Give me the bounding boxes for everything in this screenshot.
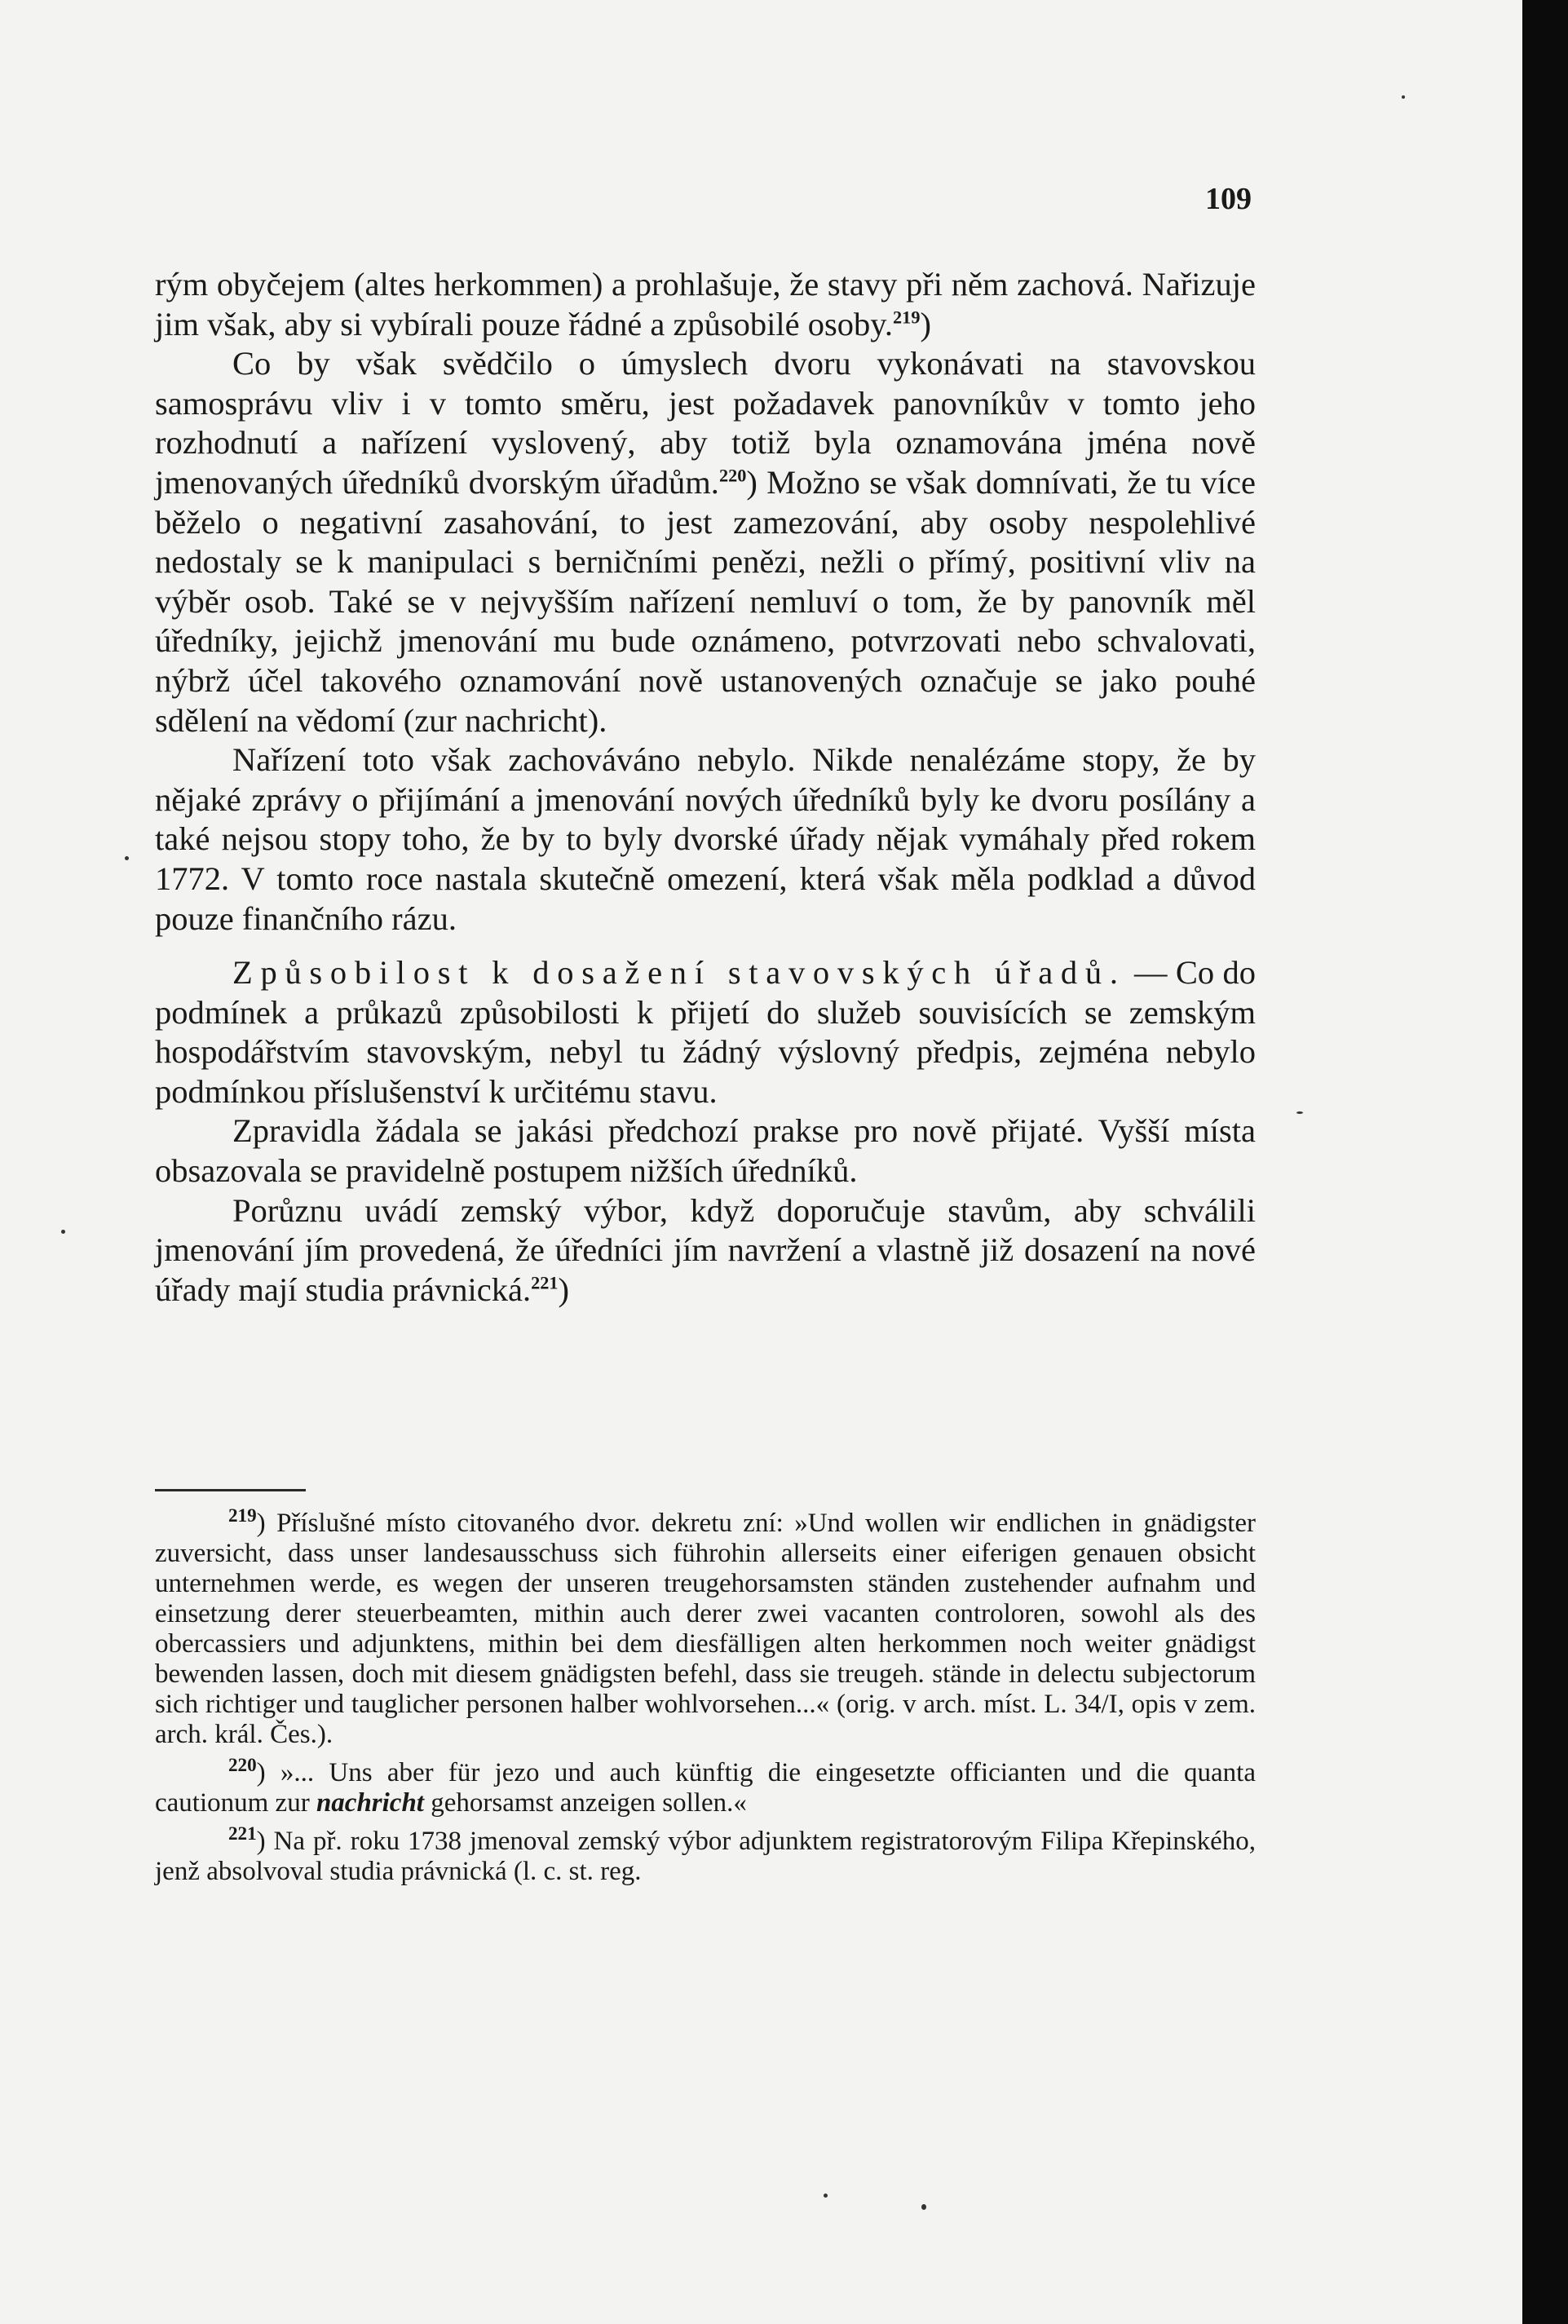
page-number: 109 [1205,182,1252,216]
paragraph-4 [155,953,1256,1111]
paragraph-2-tail: ) Možno se však domnívati, že tu více běželo o negativní zasahování, to jest zamezování, aby osoby nespolehlivé nedostaly se k manipulaci s berničními penězi, nežli o přímý, positivní vliv na výběr osob. Také se v nejvyšším nařízení nemluví o tom, že by panovník měl úředníky, jejichž jmenování mu bude oznámeno, potvrzovati nebo schvalovati, nýbrž účel takového oznamování nově ustanovených označuje se jako pouhé sdělení na vědomí (zur nachricht). [155,463,1256,739]
scan-speck [61,1230,65,1234]
footnote-221 [155,1823,1256,1887]
footnote-220-text-b: gehorsamst anzeigen sollen.« [423,1788,747,1818]
paragraph-2-text: Co by však svědčilo o úmyslech dvoru vykonávati na stavovskou samosprávu vliv i v tomto směru, jest požadavek panovníkův v tomto jeho rozhodnutí a nařízení vyslovený, aby totiž byla oznamována jména nově jmenovaných úředníků dvorským úřadům. [155,345,1256,501]
footnote-divider [155,1489,306,1491]
paragraph-1-tail: ) [920,305,931,342]
paragraph-6-tail: ) [558,1270,570,1308]
footnote-219-mark: 219 [228,1504,257,1526]
paragraph-6-text: Porůznu uvádí zemský výbor, když doporučuje stavům, aby schválili jmenování jím provedená, že úředníci jím navržení a vlastně již dosazení na nové úřady mají studia právnická. [155,1191,1256,1308]
scan-speck [1296,1111,1303,1114]
paragraph-1 [155,265,1256,344]
scan-speck [824,2194,828,2198]
paragraph-1-text: rým obyčejem (altes herkommen) a prohlašuje, že stavy při něm zachová. Nařizuje jim však, aby si vybírali pouze řádné a způsobilé osoby. [155,266,1256,342]
scan-speck [1402,95,1405,99]
paragraph-5: Zpravidla žádala se jakási předchozí prakse pro nově přijaté. Vyšší místa obsazovala se pravidelně postupem nižších úředníků. [155,1112,1256,1190]
footnote-ref-221: 221 [531,1272,559,1293]
paragraph-6 [155,1191,1256,1310]
scan-speck [125,856,129,860]
footnote-220 [155,1754,1256,1818]
footnote-220-mark: 220 [228,1754,257,1775]
footnote-219 [155,1504,1256,1750]
main-text [155,265,1256,1310]
footnote-219-text: ) Příslušné místo citovaného dvor. dekretu zní: »Und wollen wir endlichen in gnädigster zuversicht, dass unser landesausschuss sich führohin allerseits einer eiferigen genauen obsicht unternehmen werde, es wegen der unseren treugehorsamsten ständen zustehender aufnahm und einsetzung derer steuerbeamten, mithin auch derer zwei vacanten controloren, sowohl als des obercassiers und adjunktens, mithin bei dem diesfälligen alten herkommen noch weiter gnädigst bewenden lassen, doch mit diesem gnädigsten befehl, dass sie treugeh. stände in delectu subjectorum sich richtiger und tauglicher personen halber wohlvorsehen...« (orig. v arch. míst. L. 34/I, opis v zem. arch. král. Čes.). [155,1509,1256,1749]
footnote-ref-220: 220 [718,465,747,486]
paragraph-4-text: — Co do podmínek a průkazů způsobilosti k přijetí do služeb souvisících se zemským hospodářstvím stavovským, nebyl tu žádný výslovný předpis, zejména nebylo podmínkou příslušenství k určitému stavu. [155,954,1256,1110]
scan-speck [921,2204,926,2210]
footnotes [155,1504,1256,1895]
paragraph-2 [155,344,1256,740]
footnote-220-italic: nachricht [316,1788,424,1818]
footnote-221-text: ) Na př. roku 1738 jmenoval zemský výbor adjunktem registratorovým Filipa Křepinského, jenž absolvoval studia právnická (l. c. st. reg. [155,1827,1256,1886]
footnote-221-mark: 221 [228,1823,257,1844]
section-heading: Způsobilost k dosažení stavovských úřadů. [232,954,1126,992]
paragraph-3: Nařízení toto však zachováváno nebylo. Nikde nenalézáme stopy, že by nějaké zprávy o přijímání a jmenování nových úředníků byly ke dvoru posílány a také nejsou stopy toho, že by to byly dvorské úřady nějak vymáhaly před rokem 1772. V tomto roce nastala skutečně omezení, která však měla podklad a důvod pouze finančního rázu. [155,741,1256,937]
footnote-ref-219: 219 [893,307,921,328]
footnote-220-text-a: ) »... Uns aber für jezo und auch künftig die eingesetzte officianten und die quanta cautionum zur [155,1758,1256,1818]
